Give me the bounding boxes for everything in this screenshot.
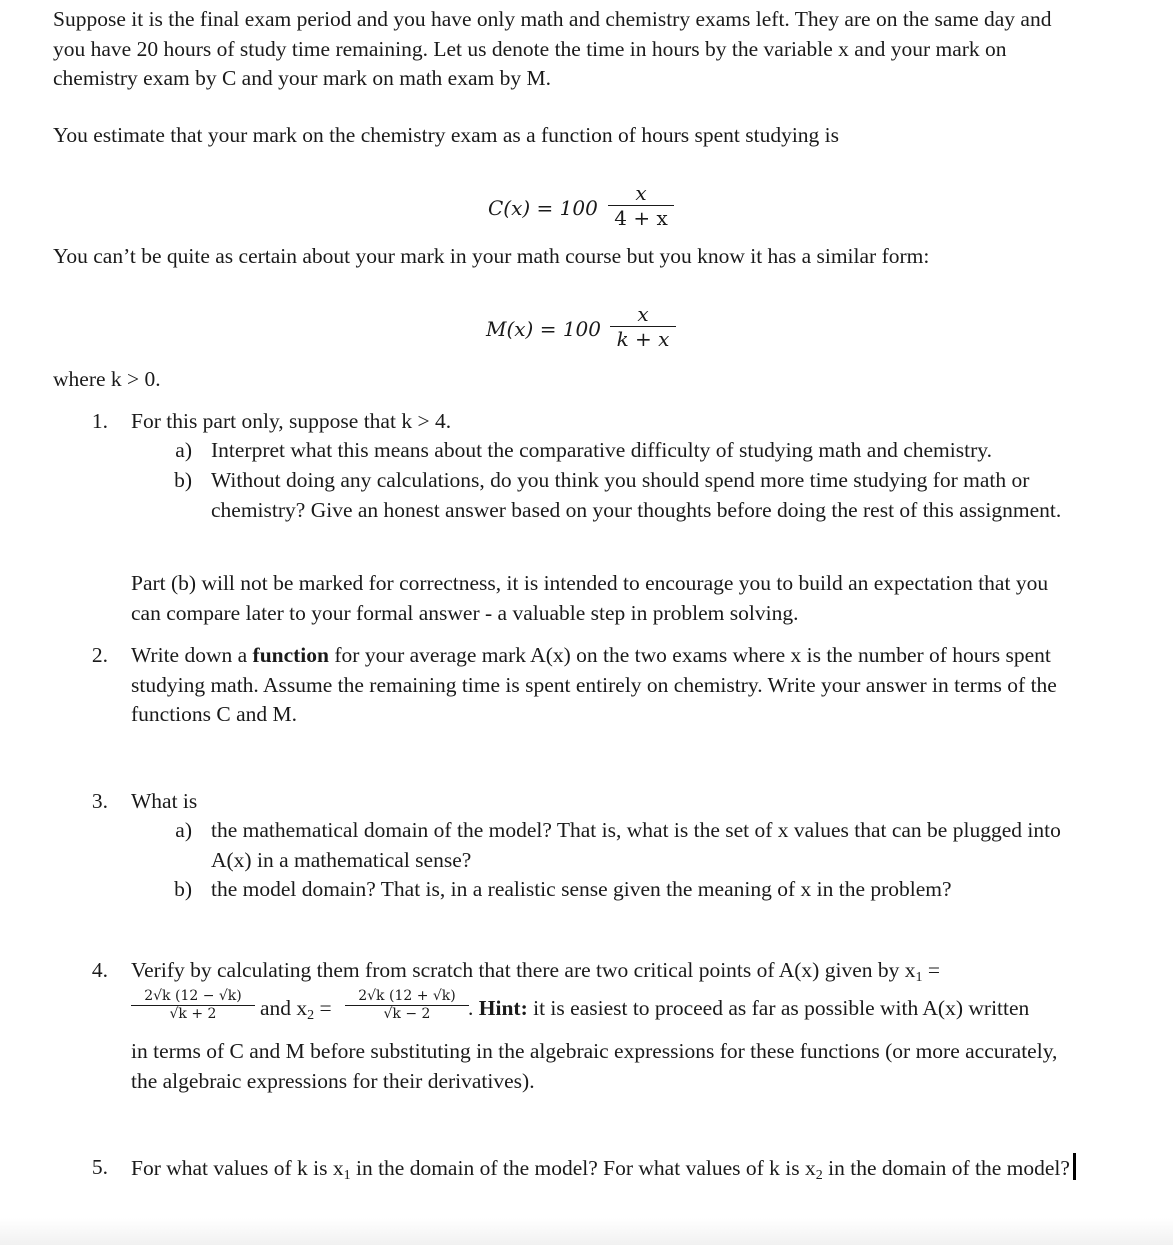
math-fraction-numerator: x bbox=[637, 302, 649, 326]
question-number: 4. bbox=[91, 958, 108, 982]
question-text: For what values of k is $x_1$ in the domain of the model? For what values of k is $x_2$ in the domain of the model? bbox=[131, 1153, 1086, 1191]
math-form-paragraph: You can’t be quite as certain about your mark in your math course but you know it has a similar form: bbox=[53, 244, 930, 268]
question-1-note: Part (b) will not be marked for correctness, it is intended to encourage you to build an expectation that you can compare later to your formal answer - a valuable step in problem solving. bbox=[131, 571, 1049, 625]
x1-numerator: 2√k (12 − √k) bbox=[144, 988, 242, 1004]
subquestion-label: b) bbox=[174, 468, 192, 492]
k-condition: where k > 0. bbox=[53, 367, 161, 391]
text-cursor[interactable] bbox=[1073, 1153, 1076, 1180]
question-number: 2. bbox=[91, 643, 108, 667]
subquestion-label: b) bbox=[174, 877, 192, 901]
question-number: 5. bbox=[91, 1155, 108, 1179]
subquestion-label: a) bbox=[175, 818, 192, 842]
and-x2-label: and $x_2$ = bbox=[260, 996, 332, 1023]
question-text: What is bbox=[131, 789, 198, 813]
chemistry-equation-lhs: C(x) = 100 bbox=[488, 196, 598, 220]
x1-fraction bbox=[131, 988, 255, 1023]
hint-keyword: Hint: bbox=[478, 996, 528, 1020]
chemistry-fraction bbox=[608, 182, 674, 229]
math-equation bbox=[486, 317, 601, 341]
question-text: Write down a function for your average mark A(x) on the two exams where x is the number of hours spent studying math. Assume the remaining time is spent entirely on chemistry. Write your answer in terms of the functions C and M. bbox=[131, 643, 1057, 726]
intro-paragraph: Suppose it is the final exam period and you have only math and chemistry exams left. They are on the same day and you have 20 hours of study time remaining. Let us denote the time in hours by the variable x and your mark on chemistry exam by C and your mark on math exam by M. bbox=[53, 7, 1052, 90]
math-equation-lhs: M(x) = 100 bbox=[486, 317, 602, 341]
question-text-line-1: Verify by calculating them from scratch that there are two critical points of A(x) given by $x_1$ = bbox=[131, 958, 941, 985]
x2-numerator: 2√k (12 + √k) bbox=[358, 988, 456, 1004]
subquestion-text: the mathematical domain of the model? That is, what is the set of x values that can be plugged into A(x) in a mathematical sense? bbox=[211, 818, 1061, 872]
math-fraction-denominator: k + x bbox=[616, 327, 670, 351]
chemistry-fraction-numerator: x bbox=[635, 181, 647, 205]
subquestion-text: the model domain? That is, in a realistic sense given the meaning of x in the problem? bbox=[211, 877, 952, 901]
subquestion-text: Interpret what this means about the comparative difficulty of studying math and chemistry. bbox=[211, 438, 992, 462]
question-text: For this part only, suppose that k > 4. bbox=[131, 409, 452, 433]
question-4-continuation: in terms of C and M before substituting in the algebraic expressions for these functions (or more accurately, the algebraic expressions for their derivatives). bbox=[131, 1039, 1058, 1093]
chemistry-estimate-paragraph: You estimate that your mark on the chemistry exam as a function of hours spent studying is bbox=[53, 123, 840, 147]
subquestion-label: a) bbox=[175, 438, 192, 462]
question-number: 3. bbox=[91, 789, 108, 813]
function-keyword: function bbox=[252, 643, 329, 667]
page-bottom-edge bbox=[0, 1218, 1173, 1245]
math-fraction bbox=[610, 303, 676, 350]
question-number: 1. bbox=[91, 409, 108, 433]
x1-denominator: √k + 2 bbox=[169, 1006, 217, 1022]
chemistry-equation bbox=[488, 196, 598, 220]
x2-denominator: √k − 2 bbox=[383, 1006, 431, 1022]
chemistry-fraction-denominator: 4 + x bbox=[614, 206, 668, 230]
x2-fraction bbox=[345, 988, 469, 1023]
subquestion-text: Without doing any calculations, do you think you should spend more time studying for math or chemistry? Give an honest answer based on your thoughts before doing the rest of this assignment. bbox=[211, 468, 1062, 522]
hint-line: . Hint: it is easiest to proceed as far as possible with A(x) written bbox=[468, 996, 1030, 1020]
